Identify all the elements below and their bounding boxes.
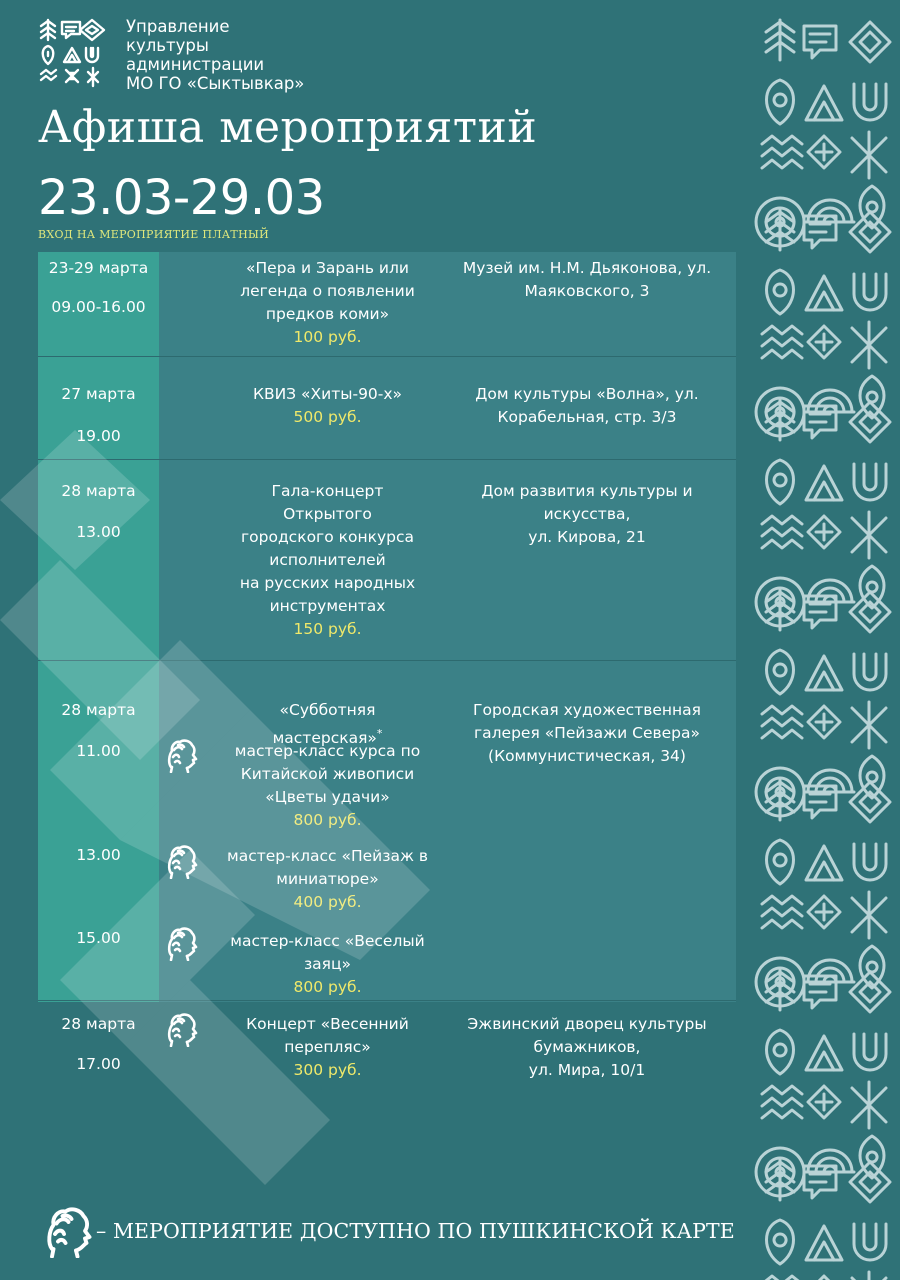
event-price: 500 руб.: [293, 408, 362, 426]
event-price: 100 руб.: [293, 328, 362, 346]
event-title-line: Гала-концерт: [271, 482, 384, 500]
organization-name: [126, 17, 304, 93]
event-venue: [448, 383, 726, 429]
event-date: 28 марта: [61, 482, 136, 500]
event-date: 27 марта: [61, 385, 136, 403]
session-title-line: «Цветы удачи»: [265, 788, 390, 806]
pushkin-card-icon: [163, 737, 199, 773]
event-venue: [448, 1013, 726, 1082]
event-time: 09.00-16.00: [51, 298, 146, 316]
session-title-line: миниатюре»: [276, 870, 379, 888]
session-price: 400 руб.: [293, 893, 362, 911]
event-title-line: перепляс»: [284, 1038, 371, 1056]
venue-line: Дом культуры «Волна», ул.: [475, 385, 699, 403]
venue-line: ул. Мира, 10/1: [528, 1061, 646, 1079]
event-price: 150 руб.: [293, 620, 362, 638]
event-date: 28 марта: [61, 701, 136, 719]
venue-line: бумажников,: [533, 1038, 641, 1056]
event-date: 23-29 марта: [48, 259, 149, 277]
event-title-line: предков коми»: [265, 305, 390, 323]
event-title: [200, 480, 455, 641]
session-price: 800 руб.: [293, 811, 362, 829]
venue-line: Эжвинский дворец культуры: [467, 1015, 707, 1033]
event-date: 28 марта: [61, 1015, 136, 1033]
session-time: 11.00: [76, 742, 121, 760]
event-time: 17.00: [76, 1055, 121, 1073]
org-line: МО ГО «Сыктывкар»: [126, 74, 305, 93]
row-separator: [38, 1000, 736, 1001]
page-title: Афиша мероприятий: [38, 102, 538, 153]
event-title: [200, 383, 455, 429]
event-title-line: инструментах: [269, 597, 386, 615]
venue-line: (Коммунистическая, 34): [488, 747, 686, 765]
date-column: [38, 252, 159, 1002]
session-time: 15.00: [76, 929, 121, 947]
event-venue: [448, 699, 726, 768]
session-title: [200, 930, 455, 999]
event-title-line: Концерт «Весенний: [246, 1015, 409, 1033]
row-separator: [38, 459, 736, 460]
paid-entry-note: ВХОД НА МЕРОПРИЯТИЕ ПЛАТНЫЙ: [38, 228, 269, 241]
venue-line: Маяковского, 3: [524, 282, 650, 300]
session-title-line: мастер-класс «Пейзаж в: [227, 847, 428, 865]
event-title-line: Открытого: [283, 505, 372, 523]
venue-line: Дом развития культуры и: [481, 482, 693, 500]
series-title-line: «Субботняя: [279, 701, 376, 719]
session-price: 800 руб.: [293, 978, 362, 996]
pushkin-card-legend: – МЕРОПРИЯТИЕ ДОСТУПНО ПО ПУШКИНСКОЙ КАРТЕ: [96, 1219, 735, 1243]
row-separator: [38, 356, 736, 357]
series-title-text: мастерская»: [272, 729, 377, 748]
org-line: администрации: [126, 55, 265, 74]
session-title: [200, 845, 455, 914]
session-title-line: мастер-класс курса по: [234, 742, 421, 760]
event-title-line: исполнителей: [269, 551, 386, 569]
event-time: 19.00: [76, 427, 121, 445]
org-line: Управление: [126, 17, 230, 36]
event-time: 13.00: [76, 523, 121, 541]
footnote-mark: *: [376, 727, 383, 740]
logo-ornament-icon: [38, 18, 116, 94]
venue-line: галерея «Пейзажи Севера»: [473, 724, 700, 742]
venue-line: Музей им. Н.М. Дьяконова, ул.: [462, 259, 712, 277]
venue-line: искусства,: [543, 505, 631, 523]
venue-line: Городская художественная: [473, 701, 701, 719]
event-venue: [448, 480, 726, 549]
events-table: [38, 252, 736, 1002]
event-title-line: городского конкурса: [241, 528, 414, 546]
ornament-pattern: [738, 0, 900, 1280]
org-line: культуры: [126, 36, 209, 55]
venue-line: ул. Кирова, 21: [528, 528, 646, 546]
event-price: 300 руб.: [293, 1061, 362, 1079]
pushkin-card-icon: [40, 1204, 94, 1258]
event-title-line: «Пера и Зарань или: [246, 259, 409, 277]
pushkin-card-icon: [163, 925, 199, 961]
session-time: 13.00: [76, 846, 121, 864]
session-title: [200, 740, 455, 832]
session-title-line: заяц»: [303, 955, 352, 973]
pushkin-card-icon: [163, 843, 199, 879]
event-title-line: КВИЗ «Хиты-90-х»: [252, 385, 403, 403]
event-title: [200, 1013, 455, 1082]
event-title: [200, 257, 455, 349]
event-title-line: легенда о появлении: [240, 282, 415, 300]
event-title-line: на русских народных: [239, 574, 416, 592]
session-title-line: Китайской живописи: [240, 765, 415, 783]
pushkin-card-icon: [163, 1011, 199, 1047]
event-venue: [448, 257, 726, 303]
row-separator: [38, 660, 736, 661]
venue-line: Корабельная, стр. 3/3: [497, 408, 677, 426]
session-title-line: мастер-класс «Веселый: [230, 932, 425, 950]
date-range: 23.03-29.03: [38, 170, 325, 226]
